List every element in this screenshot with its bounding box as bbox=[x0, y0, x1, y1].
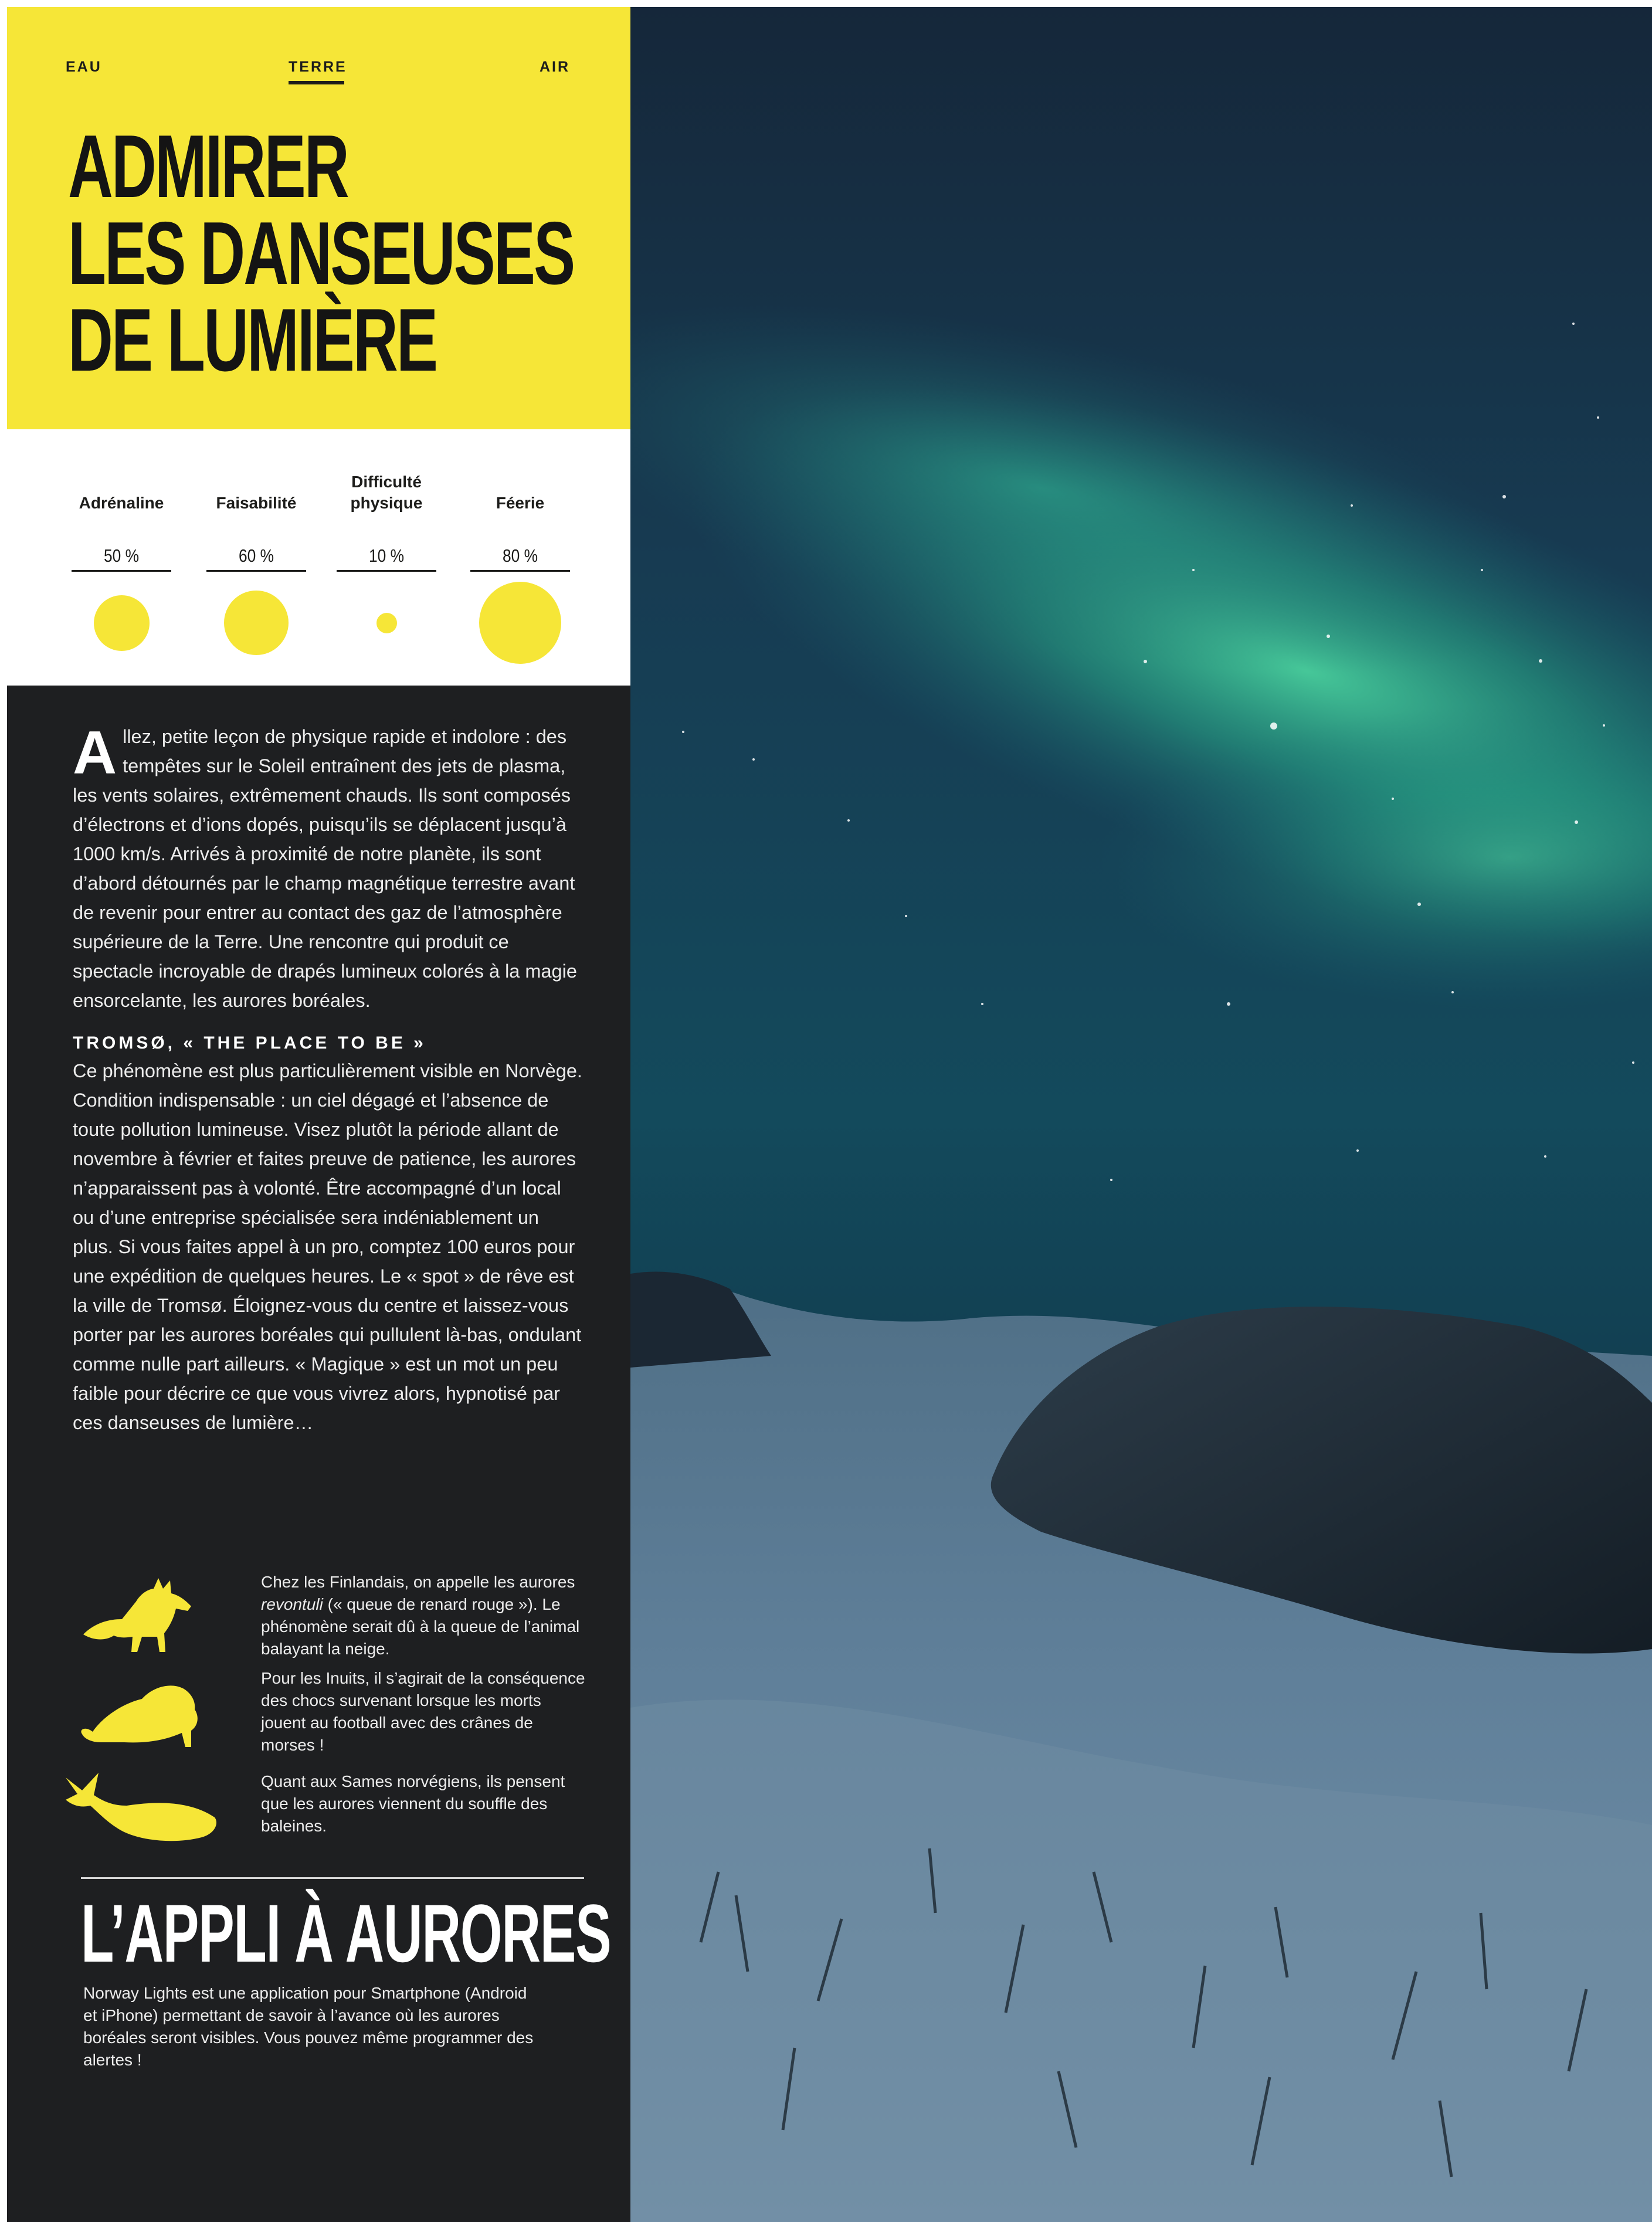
intro-text: llez, petite leçon de physique rapide et indolore : des tempêtes sur le Soleil entraînent des jets de plasma, les vents solaires, extrêmement chauds. Ils sont composés d’électrons et d’ions dopés, puisqu’ils se déplacent jusqu’à 1000 km/s. Arrivés à proximité de notre planète, ils sont d’abord détournés par le champ magnétique terrestre avant de revenir pour entrer au contact des gaz de l’atmosphère supérieure de la Terre. Une rencontre qui produit ce spectacle incroyable de drapés lumineux colorés à la magie ensorcelante, les aurores boréales. bbox=[73, 726, 577, 1011]
legend-text-whale: Quant aux Sames norvégiens, ils pensent que les aurores viennent du souffle des baleines. bbox=[261, 1772, 565, 1835]
title-line-1: ADMIRER bbox=[68, 117, 348, 216]
legend-list bbox=[7, 1565, 630, 1870]
rating-feerie bbox=[470, 470, 570, 664]
rating-dot bbox=[94, 595, 150, 651]
body-paragraph: Ce phénomène est plus particulièrement visible en Norvège. Condition indispensable : un ciel dégagé et l’absence de toute pollution lumineuse. Visez plutôt la période allant de novembre à février et faites preuve de patience, les aurores n’apparaissent pas à volonté. Être accompagné d’un local ou d’une entreprise spécialisée sera indéniablement un plus. Si vous faites appel à un pro, comptez 100 euros pour une expédition de quelques heures. Le « spot » de rêve est la ville de Tromsø. Éloignez-vous du centre et laissez-vous porter par les aurores boréales qui pullulent là-bas, ondulant comme nulle part ailleurs. « Magique » est un mot un peu faible pour décrire ce que vous vivrez alors, hypnotisé par ces danseuses de lumière… bbox=[73, 1060, 582, 1433]
rating-label: Faisabilité bbox=[216, 494, 297, 512]
rating-dot bbox=[376, 613, 397, 633]
rating-label: Féerie bbox=[496, 494, 545, 512]
legend-text-walrus: Pour les Inuits, il s’agirait de la conséquence des chocs survenant lorsque les morts jouent au football avec des crânes de morses ! bbox=[261, 1669, 585, 1754]
rating-divider bbox=[337, 570, 436, 572]
legend-item-whale bbox=[7, 1765, 630, 1858]
rating-label: Difficulté bbox=[351, 473, 422, 491]
ratings-panel bbox=[7, 429, 630, 686]
rating-difficulte bbox=[337, 470, 436, 664]
rating-value: 10 % bbox=[368, 545, 405, 566]
walrus-icon bbox=[66, 1665, 212, 1753]
page-title bbox=[68, 117, 574, 390]
article-body bbox=[73, 719, 583, 1437]
title-line-2: LES DANSEUSES bbox=[68, 203, 574, 303]
rating-dot bbox=[479, 582, 561, 664]
aurora-landscape-image bbox=[630, 7, 1652, 2222]
fox-icon bbox=[66, 1565, 212, 1653]
nav-item-terre[interactable]: TERRE bbox=[289, 59, 347, 75]
app-section-text: Norway Lights est une application pour Smartphone (Android et iPhone) permettant de savoir à l’avance où les aurores boréales seront visibles. Vous pouvez même programmer des alertes ! bbox=[83, 1984, 534, 2069]
category-nav bbox=[7, 53, 630, 100]
rating-faisabilite bbox=[206, 470, 306, 664]
whale-icon bbox=[57, 1765, 228, 1853]
rating-dot bbox=[224, 591, 289, 655]
aurora-photo bbox=[630, 7, 1652, 2222]
rating-adrenaline bbox=[72, 470, 171, 664]
rating-label: Adrénaline bbox=[79, 494, 164, 512]
title-block bbox=[7, 7, 630, 429]
rating-divider bbox=[206, 570, 306, 572]
intro-paragraph bbox=[73, 719, 583, 1015]
drop-cap: A bbox=[73, 719, 117, 787]
rating-divider bbox=[470, 570, 570, 572]
nav-item-eau[interactable]: EAU bbox=[66, 59, 102, 75]
rating-divider bbox=[72, 570, 171, 572]
section-subhead: TROMSØ, « THE PLACE TO BE » bbox=[73, 1033, 426, 1053]
legend-item-walrus bbox=[7, 1665, 630, 1759]
article-column bbox=[7, 7, 630, 2222]
nav-active-indicator bbox=[289, 81, 344, 84]
article-panel bbox=[7, 686, 630, 2222]
app-section-title: L’APPLI À AURORES bbox=[81, 1887, 611, 1979]
rating-value: 60 % bbox=[238, 545, 274, 566]
rating-value: 80 % bbox=[502, 545, 538, 566]
title-line-3: DE LUMIÈRE bbox=[68, 290, 437, 390]
legend-item-fox bbox=[7, 1565, 630, 1659]
rating-value: 50 % bbox=[103, 545, 140, 566]
rating-label: physique bbox=[350, 494, 423, 512]
legend-text-fox: Chez les Finlandais, on appelle les aurores revontuli (« queue de renard rouge »). Le phénomène serait dû à la queue de l’animal balayant la neige. bbox=[261, 1573, 580, 1658]
section-divider bbox=[81, 1877, 584, 1879]
nav-item-air[interactable]: AIR bbox=[540, 59, 571, 75]
